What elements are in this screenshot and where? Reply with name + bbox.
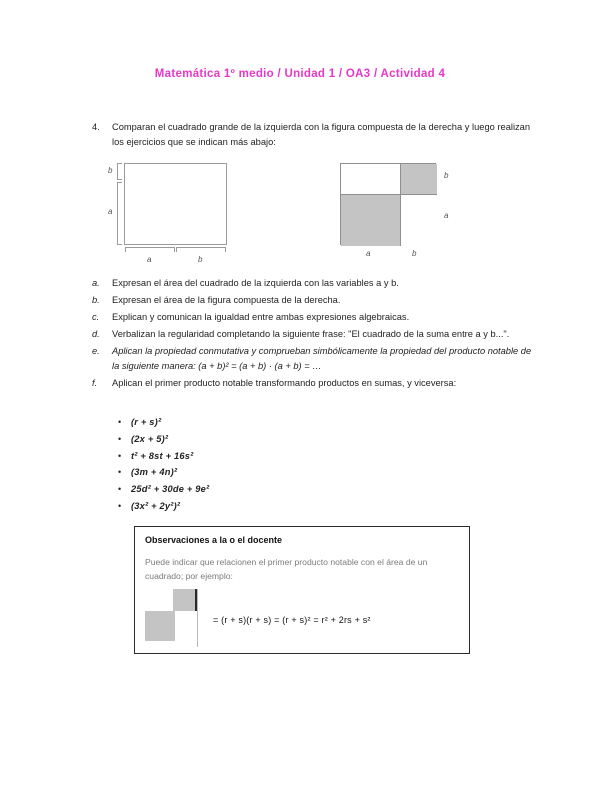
list-item [118, 449, 209, 464]
observations-title: Observaciones a la o el docente [145, 535, 283, 545]
brace-vertical-b [117, 163, 125, 180]
list-item-text: Aplican la propiedad conmutativa y comprueban simbólicamente la propiedad del producto notable de la siguiente manera: (a + b)² = (a + b) · (a + b) = … [112, 346, 532, 371]
intro-number: 4. [92, 122, 100, 132]
quadrant-bottom-right [401, 195, 437, 246]
expression-text: (r + s)² [131, 417, 162, 427]
observations-square-bottom [145, 611, 175, 641]
list-item-marker: d. [92, 329, 100, 339]
expression-text: (3m + 4n)² [131, 467, 178, 478]
list-item-marker: c. [92, 312, 100, 322]
observations-square-top [173, 589, 197, 611]
list-item-text: Expresan el área del cuadrado de la izquierda con las variables a y b. [112, 278, 399, 288]
brace-horizontal-a [125, 247, 175, 254]
bullet-icon: • [118, 417, 122, 427]
list-item [118, 465, 209, 480]
lettered-list [92, 276, 532, 393]
list-item [92, 276, 532, 291]
page-title: Matemática 1º medio / Unidad 1 / OA3 / Actividad 4 [154, 68, 446, 80]
label-right-side-bottom: a [444, 211, 449, 220]
bullet-icon: • [118, 450, 122, 461]
bullet-icon: • [118, 484, 122, 495]
list-item [92, 310, 532, 325]
big-square-shape [124, 163, 227, 245]
figures-row [92, 160, 532, 272]
observations-figure [143, 589, 205, 647]
expression-text: 25d² + 30de + 9e² [131, 484, 210, 495]
observations-formula: = (r + s)(r + s) = (r + s)² = r² + 2rs + s² [213, 615, 371, 625]
quadrant-bottom-left [341, 195, 401, 246]
intro-paragraph [92, 120, 530, 150]
label-right-bottom-left: a [366, 249, 371, 258]
quadrant-top-right [401, 164, 437, 195]
quadrant-top-left [341, 164, 401, 195]
observations-box [134, 526, 470, 654]
label-left-vertical-top: b [108, 166, 113, 175]
label-left-vertical-bottom: a [108, 207, 113, 216]
brace-horizontal-b [176, 247, 226, 254]
list-item [118, 432, 209, 447]
bullet-icon: • [118, 433, 122, 444]
bullet-icon: • [118, 500, 122, 511]
list-item [92, 327, 532, 342]
list-item [92, 376, 532, 391]
list-item-text: Aplican el primer producto notable transformando productos en sumas, y viceversa: [112, 377, 457, 388]
list-item [92, 293, 532, 308]
list-item-marker: a. [92, 278, 100, 288]
label-right-side-top: b [444, 171, 449, 180]
right-composed-figure [340, 163, 449, 258]
brace-vertical-a [117, 182, 125, 245]
label-right-bottom-right: b [412, 249, 417, 258]
list-item [118, 499, 209, 514]
expression-list [118, 415, 209, 516]
label-left-horizontal-left: a [147, 255, 152, 264]
expression-text: t² + 8st + 16s² [131, 450, 194, 461]
expression-text: (3x² + 2y²)² [131, 500, 181, 511]
list-item [92, 344, 532, 373]
quadrant-grid [340, 163, 436, 245]
observations-divider-line [197, 589, 198, 647]
label-left-horizontal-right: b [198, 255, 203, 264]
bullet-icon: • [118, 467, 122, 478]
intro-text: Comparan el cuadrado grande de la izquierda con la figura compuesta de la derecha y luego realizan los ejercicios que se indican más abajo: [112, 122, 530, 147]
list-item-text: Expresan el área de la figura compuesta de la derecha. [112, 295, 341, 305]
expression-text: (2x + 5)² [131, 433, 169, 444]
list-item-text: Explican y comunican la igualdad entre ambas expresiones algebraicas. [112, 312, 410, 322]
list-item-text: Verbalizan la regularidad completando la siguiente frase: "El cuadrado de la suma entre a y b...". [112, 329, 510, 339]
list-item [118, 415, 209, 430]
observations-text: Puede indicar que relacionen el primer producto notable con el área de un cuadrado; por ejemplo: [145, 557, 428, 581]
list-item-marker: e. [92, 346, 100, 356]
list-item-marker: f. [92, 377, 98, 388]
list-item [118, 482, 209, 497]
list-item-marker: b. [92, 295, 100, 305]
